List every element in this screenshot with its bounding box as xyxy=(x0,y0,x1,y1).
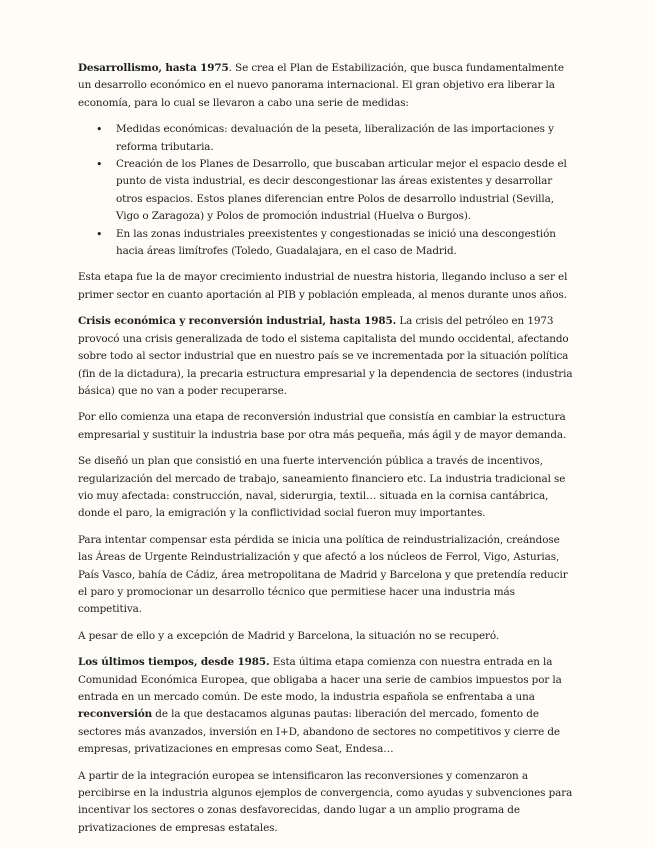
list-item: • Creación de los Planes de Desarrollo, que buscaban articular mejor el espacio desde el punto de vista industrial, es decir descongestionar las áreas existentes y desarrollar otros espacios. Estos planes diferencian entre Polos de desarrollo industrial (Sevilla, Vigo o Zaragoza) y Polos de promoción industrial (Huelva o Burgos). xyxy=(116,156,577,226)
ultimos-intro-after: de la que destacamos algunas pautas: liberación del mercado, fomento de sectores más avanzados, inversión en I+D, abandono de sectores no competitivos y cierre de empresas, privatizaciones en empresas como Seat, Endesa… xyxy=(78,708,560,756)
section-crisis-intro xyxy=(78,313,577,400)
list-item: • Medidas económicas: devaluación de la peseta, liberalización de las importaciones y reforma tributaria. xyxy=(116,121,577,156)
list-item: • En las zonas industriales preexistentes y congestionadas se inició una descongestión hacia áreas limítrofes (Toledo, Guadalajara, en el caso de Madrid. xyxy=(116,226,577,261)
desarrollismo-intro-text: . Se crea el Plan de Estabilización, que busca fundamentalmente un desarrollo económico en el nuevo panorama internacional. El gran objetivo era liberar la economía, para lo cual se llevaron a cabo una serie de medidas: xyxy=(78,62,564,109)
crisis-intro-text: La crisis del petróleo en 1973 provocó una crisis generalizada de todo el sistema capitalista del mundo occidental, afectando sobre todo al sector industrial que en nuestro país se ve incrementada por la situación política (fin de la dictadura), la precaria estructura empresarial y la dependencia de sectores (industria básica) que no van a poder recuperarse. xyxy=(78,315,573,397)
ultimos-intro-before: Esta última etapa comienza con nuestra entrada en la Comunidad Económica Europea, que obligaba a hacer una serie de cambios impuestos por la entrada en un mercado común. De este modo, la industria española se enfrentaba a una xyxy=(78,656,562,703)
ultimos-closing: A partir de la integración europea se intensificaron las reconversiones y comenzaron a percibirse en la industria algunos ejemplos de convergencia, como ayudas y subvenciones para incentivar los sectores o zonas desfavorecidas, dando lugar a un amplio programa de privatizaciones de empresas estatales. xyxy=(78,769,573,834)
section-heading-crisis: Crisis económica y reconversión industrial, hasta 1985. xyxy=(78,315,397,328)
section-ultimos-intro xyxy=(78,654,577,758)
section-desarrollismo-intro xyxy=(78,60,577,112)
crisis-paragraph: Para intentar compensar esta pérdida se inicia una política de reindustrialización, creándose las Áreas de Urgente Reindustrialización y que afectó a los núcleos de Ferrol, Vigo, Asturias, País Vasco, bahía de Cádiz, área metropolitana de Madrid y Barcelona y que pretendía reducir el paro y promocionar un desarrollo técnico que permitiese hacer una industria más competitiva. xyxy=(78,533,568,616)
section-heading-ultimos: Los últimos tiempos, desde 1985. xyxy=(78,656,270,669)
crisis-paragraph: Se diseñó un plan que consistió en una fuerte intervención pública a través de incentivos, regularización del mercado de trabajo, saneamiento financiero etc. La industria tradicional se vio muy afectada: construcción, naval, siderurgia, textil… situada en la cornisa cantábrica, donde el paro, la emigración y la conflictividad social fueron muy importantes. xyxy=(78,455,566,520)
section-heading-desarrollismo: Desarrollismo, hasta 1975 xyxy=(78,62,229,74)
ultimos-intro-emphasis: reconversión xyxy=(78,708,153,721)
desarrollismo-closing: Esta etapa fue la de mayor crecimiento industrial de nuestra historia, llegando incluso a ser el primer sector en cuanto aportación al PIB y población empleada, al menos durante unos años. xyxy=(78,271,568,301)
crisis-paragraph: A pesar de ello y a excepción de Madrid y Barcelona, la situación no se recuperó. xyxy=(78,629,500,642)
crisis-paragraph: Por ello comienza una etapa de reconversión industrial que consistía en cambiar la estructura empresarial y sustituir la industria base por otra más pequeña, más ágil y de mayor demanda. xyxy=(78,411,567,441)
measures-list xyxy=(78,121,577,260)
